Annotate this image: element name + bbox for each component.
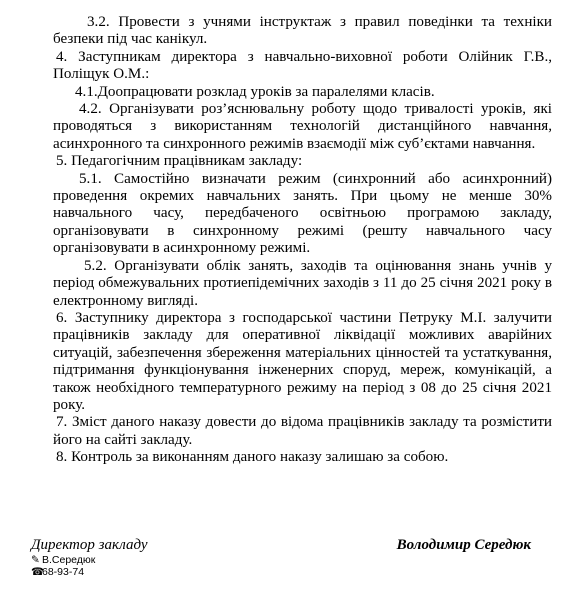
signature-title: Директор закладу bbox=[31, 537, 148, 553]
document-body bbox=[53, 14, 552, 467]
phone-icon: ☎ bbox=[31, 566, 45, 578]
paragraph-4: 4. Заступникам директора з навчально-виховної роботи Олійник Г.В., Поліщук О.М.: bbox=[53, 48, 552, 83]
pencil-icon: ✎ bbox=[31, 554, 40, 566]
paragraph-5: 5. Педагогічним працівникам закладу: bbox=[56, 153, 303, 170]
signature-name: Володимир Середюк bbox=[396, 537, 531, 553]
footer-phone bbox=[31, 566, 84, 578]
paragraph-5-1: 5.1. Самостійно визначати режим (синхронний або асинхронний) проведення окремих навчальних занять. При цьому не менше 30% навчального часу, передбаченого освітньою програмою закладу, організовувати в синхронному режимі (решту навчального часу організовувати в асинхронному режимі. bbox=[53, 170, 552, 257]
paragraph-8: 8. Контроль за виконанням даного наказу залишаю за собою. bbox=[56, 449, 449, 466]
author-name: В.Середюк bbox=[42, 554, 96, 566]
footer-author bbox=[31, 554, 95, 566]
paragraph-3-2: 3.2. Провести з учнями інструктаж з правил поведінки та техніки безпеки під час канікул. bbox=[53, 14, 552, 48]
phone-number: 68-93-74 bbox=[42, 566, 85, 578]
paragraph-7: 7. Зміст даного наказу довести до відома працівників закладу та розмістити його на сайті закладу. bbox=[53, 414, 552, 448]
paragraph-6: 6. Заступнику директора з господарської частини Петруку М.І. залучити працівників закладу для оперативної ліквідації можливих аварійних ситуацій, забезпечення збереження матеріальних цінностей та устаткування, підтримання функціонування інженерних споруд, мереж, комунікацій, а також необхідного температурного режиму на період з 08 до 25 січня 2021 року. bbox=[53, 309, 552, 413]
paragraph-5-2: 5.2. Організувати облік занять, заходів та оцінювання знань учнів у період обмежувальних протиепідемічних заходів з 11 до 25 січня 2021 року в електронному вигляді. bbox=[53, 257, 552, 309]
paragraph-4-2: 4.2. Організувати роз’яснювальну роботу щодо тривалості уроків, які проводяться з використанням технологій дистанційного навчання, асинхронного та синхронного режимів взаємодії між суб’єктами навчання. bbox=[53, 101, 552, 152]
paragraph-4-1: 4.1.Доопрацювати розклад уроків за паралелями класів. bbox=[75, 83, 435, 100]
